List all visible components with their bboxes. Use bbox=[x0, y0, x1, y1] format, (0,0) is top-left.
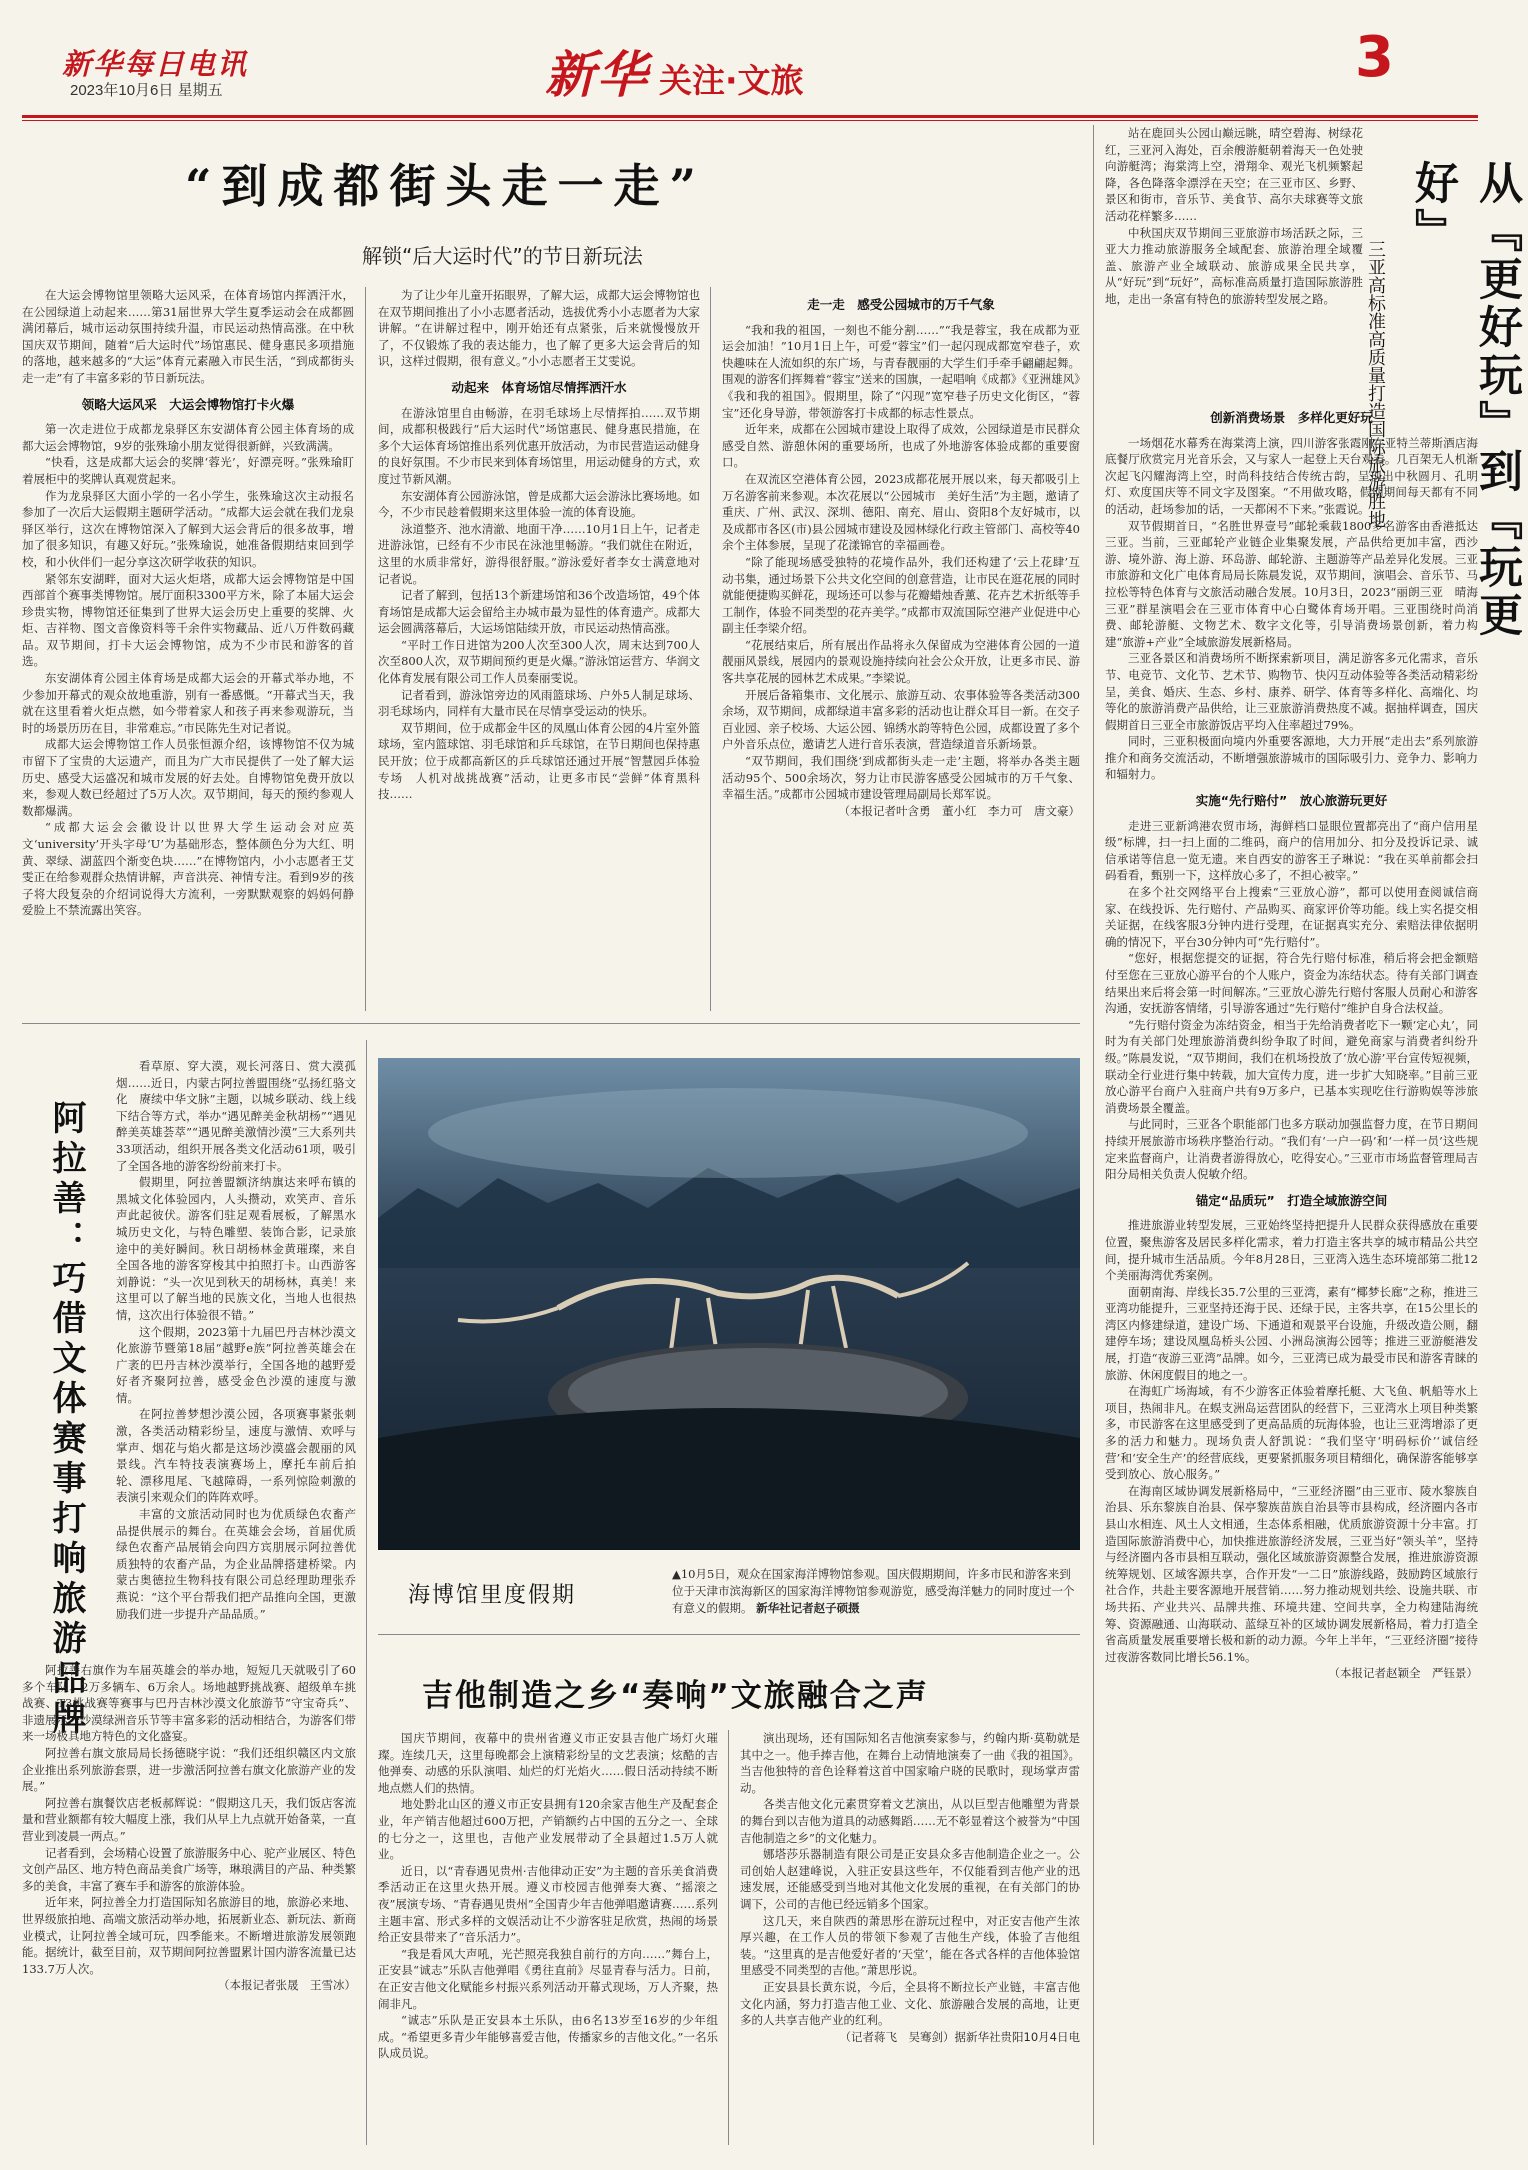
paragraph: 地处黔北山区的遵义市正安县拥有120余家吉他生产及配套企业，年产销吉他超过600万把，产销额约占中国的五分之一、全球的七分之一，这里也，吉他产业发展带动了全县超过1.5万人就业。 bbox=[378, 1797, 718, 1862]
paragraph: 娜塔莎乐器制造有限公司是正安县众多吉他制造企业之一。公司创始人赵建峰说，入驻正安县这些年，不仅能看到吉他产业的迅速发展，还能感受到当地对其他文化发展的重视，在有关部门的协调下，公司的吉他已经远销多个国家。 bbox=[740, 1847, 1080, 1911]
photo-title: 海博馆里度假期 bbox=[408, 1583, 577, 1608]
paragraph: 这几天，来自陕西的萧思彤在游玩过程中，对正安吉他产生浓厚兴趣，在工作人员的带领下参观了吉他生产线，体验了吉他组装。“这里真的是吉他爱好者的‘天堂’，能在各式各样的吉他体验馆里感受不同类型的吉他。”萧思彤说。 bbox=[740, 1913, 1080, 1978]
article1-section1-heading: 领略大运风采 大运会博物馆打卡火爆 bbox=[81, 396, 295, 412]
paragraph: 在游泳馆里自由畅游，在羽毛球场上尽情挥拍……双节期间，成都积极践行“后大运时代”场馆惠民、健身惠民措施，在多个大运体育场馆推出系列优惠开放活动，为市民营造运动健身的良好氛围。不少市民来到体育场馆里，用运动健身的方式，欢度过节新风潮。 bbox=[378, 405, 700, 486]
paragraph: 看草原、穿大漠，观长河落日、赏大漠孤烟……近日，内蒙古阿拉善盟围绕“弘扬红骆文化 赓续中华文脉”主题，以城乡联动、线上线下结合等方式，举办“遇见醉美金秋胡杨”“遇见醉美英雄荟萃”“遇见醉美激情沙漠”三大系列共33项活动，组织开展各类文化活动61项，吸引了全国各地的游客纷纷前来打卡。 bbox=[116, 1059, 356, 1173]
article4-byline: （记者蒋飞 吴骞剑）据新华社贵阳10月4日电 bbox=[839, 2029, 1080, 2044]
header-rule bbox=[22, 115, 1478, 118]
article4-col1 bbox=[378, 1730, 718, 2145]
article1-byline: （本报记者叶含勇 董小红 李力可 唐文豪） bbox=[838, 803, 1080, 818]
paragraph: 假期里，阿拉善盟额济纳旗达来呼布镇的黑城文化体验园内，人头攒动，欢笑声、音乐声此起彼伏。游客们驻足观看展板，了解黑水城历史文化，与特色雕塑、装饰合影，记录旅途中的美好瞬间。秋日胡杨林金黄璀璨，来自全国各地的游客穿梭其中拍照打卡。山西游客刘静说：“头一次见到秋天的胡杨林，真美！来这里可以了解当地的民族文化，当地人也很热情，这次出行体验很不错。” bbox=[116, 1175, 356, 1322]
paragraph: 在多个社交网络平台上搜索“三亚放心游”，都可以使用查阅诚信商家、在线投诉、先行赔付、产品购买、商家评价等功能。线上实名提交相关证据，在线客服3分钟内进行受理，在证据真实充分、索赔法律依据明确的情况下，平台30分钟内可“先行赔付”。 bbox=[1105, 885, 1478, 949]
paragraph: 东安湖体育公园主体育场是成都大运会的开幕式举办地，不少参加开幕式的观众故地重游，别有一番感慨。“开幕式当天，我就在这里看着火炬点燃，如今带着家人和孩子再来参观游玩，当时的场景历历在目，非常难忘。”市民陈先生对记者说。 bbox=[22, 671, 354, 735]
paragraph: “除了能现场感受独特的花境作品外，我们还构建了‘云上花肆’互动书集，通过场景下公共文化空间的创意营造，让市民在逛花展的同时就能便捷购买鲜花，现场还可以参与花瓣蜡烛香薰、花卉艺术折纸等手工制作，体验不同类型的花卉美学。”成都市双流国际空港产业促进中心副主任李梁介绍。 bbox=[722, 554, 1080, 636]
column-divider bbox=[710, 287, 711, 1011]
paragraph: 各类吉他文化元素贯穿着文艺演出，从以巨型吉他雕塑为背景的舞台到以吉他为道具的动感舞蹈……无不彰显着这个被誉为“中国吉他制造之乡”的文化魅力。 bbox=[740, 1797, 1080, 1845]
paragraph: 走进三亚新鸿港农贸市场，海鲜档口显眼位置都亮出了“商户信用星级”标牌，扫一扫上面的二维码，商户的信用加分、扣分及投诉记录、诚信承诺等信息一览无遗。来自西安的游客王子琳说：“我在买单前都会扫码看看，甄别一下，这样放心多了，不担心被宰。” bbox=[1105, 818, 1478, 883]
paragraph: 推进旅游业转型发展，三亚始终坚持把提升人民群众获得感放在重要位置，聚焦游客及居民多样化需求，着力打造主客共享的城市精品公共空间，提升城市生活品质。今年8月28日，三亚湾入选生态环境部第二批12个美丽海湾优秀案例。 bbox=[1105, 1218, 1478, 1283]
paragraph: “双节期间，我们围绕‘到成都街头走一走’主题，将举办各类主题活动95个、500余场次，努力让市民游客感受公园城市的万千气象、幸福生活。”成都市公园城市建设管理局副局长郑军说。 bbox=[722, 754, 1080, 802]
paragraph: “我和我的祖国，一刻也不能分割……”“我是蓉宝，我在成都为亚运会加油！”10月1日上午，可爱“蓉宝”们一起闪现成都宽窄巷子，欢快趣味在人流如织的东广场，与青春靓丽的大学生们手牵手翩翩起舞。围观的游客们挥舞着“蓉宝”送来的国旗，一起唱响《成都》《亚洲雄风》《我和我的祖国》。假期里，除了“闪现”宽窄巷子历史文化街区，“蓉宝”还化身导游，带领游客打卡成都的标志性景点。 bbox=[722, 322, 1080, 420]
article2-intro: 中秋国庆双节期间三亚旅游市场活跃之际，三亚大力推动旅游服务全域配套、旅游治理全域覆盖、旅游产业全域联动、旅游成果全民共享，从“好玩”到“玩好”，高标准高质量打造国际旅游胜地，走出一条富有特色的旅游转型发展之路。 bbox=[1105, 225, 1363, 306]
masthead-section: 关注·文旅 bbox=[659, 61, 804, 100]
paragraph: “诚志”乐队是正安县本土乐队，由6名13岁至16岁的少年组成。“希望更多青少年能够喜爱吉他，传播家乡的吉他文化。”一名乐队成员说。 bbox=[378, 2013, 718, 2061]
paragraph: 正安县县长黄东说，今后，全县将不断拉长产业链，丰富吉他文化内涵，努力打造吉他工业、文化、旅游融合发展的高地，让更多的人共享吉他产业的红利。 bbox=[740, 1979, 1080, 2028]
paragraph: 这个假期，2023第十九届巴丹吉林沙漠文化旅游节暨第18届“越野e族”阿拉善英雄会在广袤的巴丹吉林沙漠举行，全国各地的越野爱好者齐聚阿拉善，感受金色沙漠的速度与激情。 bbox=[116, 1324, 356, 1405]
paragraph: 开展后备箱集市、文化展示、旅游互动、农事体验等各类活动300余场，双节期间，成都绿道丰富多彩的活动也让群众耳目一新。在交子百业园、亲子校场、大运公园、锦绣水韵等特色公园，成都设置了多个户外音乐点位，邀请艺人进行音乐表演，营造绿道音乐新场景。 bbox=[722, 687, 1080, 752]
article3-col-bottom bbox=[22, 1662, 356, 2142]
paragraph: 演出现场，还有国际知名吉他演奏家参与，约翰内斯·莫勒就是其中之一。他手捧吉他，在舞台上动情地演奏了一曲《我的祖国》。当吉他独特的音色诠释着这首中国家喻户晓的民歌时，现场掌声雷动。 bbox=[740, 1731, 1080, 1795]
paragraph: 作为龙泉驿区大面小学的一名小学生，张殊瑜这次主动报名参加了一次后大运假期主题研学活动。“成都大运会就在我们龙泉驿区举行，这次在博物馆深入了解到大运会背后的很多故事，增加了很多知识，有趣又好玩。”张殊瑜说，她准备假期结束回到学校，和小伙伴们一起分享这次研学收获的知识。 bbox=[22, 488, 354, 569]
masthead-brand: 新华每日电讯 bbox=[62, 47, 249, 81]
paragraph: 第一次走进位于成都龙泉驿区东安湖体育公园主体育场的成都大运会博物馆，9岁的张殊瑜小朋友觉得很新鲜，兴致满满。 bbox=[22, 422, 354, 453]
article1-intro: 在大运会博物馆里领略大运风采，在体育场馆内挥洒汗水，在公园绿道上动起来……第31届世界大学生夏季运动会在成都圆满闭幕后，城市运动氛围持续升温，市民运动热情高涨。在中秋国庆双节期间，随着“后大运时代”场馆惠民、健身惠民多项措施的落地，越来越多的“大运”体育元素融入市民生活，“到成都街头走一走”有了丰富多彩的节日新玩法。 bbox=[22, 288, 354, 385]
article3-title: 阿拉善：巧借文体赛事打响旅游品牌 bbox=[46, 1100, 86, 1740]
paragraph: 为了让少年儿童开拓眼界，了解大运，成都大运会博物馆也在双节期间推出了小小志愿者活动，选拔优秀小小志愿者为大家讲解。“在讲解过程中，刚开始还有点紧张，后来就慢慢放开了，不仅锻炼了我的表达能力，也了解了更多大运会背后的知识，这样过假期，很有意义。”小小志愿者王艾雯说。 bbox=[378, 288, 700, 369]
paragraph: 在阿拉善梦想沙漠公园，各项赛事紧张刺激，各类活动精彩纷呈，速度与激情、欢呼与掌声、烟花与焰火都是这场沙漠盛会靓丽的风景线。汽车特技表演赛场上，摩托车前后拍轮、漂移甩尾、飞越障碍，一系列惊险刺激的表演引来观众们的阵阵欢呼。 bbox=[116, 1407, 356, 1505]
article2-col-main bbox=[1105, 400, 1478, 2145]
paragraph: 紧邻东安湖畔，面对大运火炬塔，成都大运会博物馆是中国西部首个赛事类博物馆。展厅面积3300平方米，除了本届大运会珍贵实物，博物馆还征集到了世界大运会历史上重要的奖牌、火炬、吉祥物、图文音像资料等千余件实物藏品、近八万件数码藏品。双节期间，打卡大运会博物馆，成为不少市民和游客的首选。 bbox=[22, 571, 354, 669]
paragraph: 同时，三亚积极面向境内外重要客源地，大力开展“走出去”系列旅游推介和商务交流活动，不断增强旅游城市的国际吸引力、竞争力、影响力和辐射力。 bbox=[1105, 734, 1478, 782]
paragraph: 成都大运会博物馆工作人员张恒源介绍，该博物馆不仅为城市留下了宝贵的大运遗产，而且为广大市民提供了一处了解大运历史、感受大运盛况和城市发展的好去处。自博物馆免费开放以来，参观人数已经超过了5万人次。双节期间，每天的预约参观人数都爆满。 bbox=[22, 737, 354, 818]
paragraph: 记者了解到，包括13个新建场馆和36个改造场馆，49个体育场馆是成都大运会留给主办城市最为显性的体育遗产。成都大运会圆满落幕后，大运场馆陆续开放，市民运动热情高涨。 bbox=[378, 588, 700, 636]
paragraph: 阿拉善右旗作为车届英雄会的举办地，短短几天就吸引了60多个车队、2万多辆车、6万余人。场地越野挑战赛、超级单车挑战赛、T3挑战赛等赛事与巴丹吉林沙漠文化旅游节“守宝奇兵”、非遗展示、沙漠绿洲音乐节等丰富多彩的活动相结合，为游客们带来一场极具地方特色的文化盛宴。 bbox=[22, 1663, 356, 1744]
paragraph: “先行赔付资金为冻结资金，相当于先给消费者吃下一颗‘定心丸’，同时为有关部门处理旅游消费纠纷争取了时间，避免商家与消费者纠纷升级。”陈晨发说，“双节期间，我们在机场投放了‘放心游’平台宣传短视频，联动全行业进行集中转载，加大宣传力度，进一步扩大知晓率。”目前三亚放心游平台商户入驻商户共有9万多户，已基本实现吃住行游购娱等涉旅消费场景全覆盖。 bbox=[1105, 1017, 1478, 1115]
paragraph: 国庆节期间，夜幕中的贵州省遵义市正安县吉他广场灯火璀璨。连续几天，这里每晚都会上演精彩纷呈的文艺表演；炫酷的吉他弹奏、动感的乐队演唱、灿烂的灯光焰火……假日活动持续不断地点燃人们的热情。 bbox=[378, 1731, 718, 1795]
paragraph: 面朝南海、岸线长35.7公里的三亚湾，素有“椰梦长廊”之称，推进三亚湾功能提升，三亚坚持还海于民、还绿于民，主客共享，在15公里长的湾区内修建绿道，建设广场、下通道和观景平台设施，升级改造公厕，翻建停车场；建设凤凰岛桥头公园、小洲岛演海公园等；推进三亚游艇港发展，打造“夜游三亚湾”品牌。如今，三亚湾已成为最受市民和游客青睐的旅游、休闲度假目的地之一。 bbox=[1105, 1284, 1478, 1382]
paragraph: 丰富的文旅活动同时也为优质绿色农畜产品提供展示的舞台。在英雄会会场，首届优质绿色农畜产品展销会向四方宾朋展示阿拉善优质独特的农畜产品，为企业品牌搭建桥梁。内蒙古奥德拉生物科技有限公司总经理助理张乔燕说：“这个平台帮我们把产品推向全国，更激励我们进一步提升产品品质。” bbox=[116, 1507, 356, 1621]
article1-col3 bbox=[722, 287, 1080, 1011]
article1-col1 bbox=[22, 287, 354, 1011]
article1-col2 bbox=[378, 287, 700, 1011]
photo-caption-block bbox=[672, 1566, 1080, 1617]
paragraph: “花展结束后，所有展出作品将永久保留成为空港体育公园的一道靓丽风景线，展园内的景观设施持续向社会公众开放，让更多市民、游客共享花展的园林艺术成果。”李梁说。 bbox=[722, 637, 1080, 686]
paragraph: “平时工作日进馆为200人次至300人次，周末达到700人次至800人次，双节期间预约更是火爆。”游泳馆运营方、华润文化体育发展有限公司工作人员秦丽雯说。 bbox=[378, 637, 700, 686]
article1-subtitle: 解锁“后大运时代”的节日新玩法 bbox=[362, 244, 643, 268]
article1-section2-heading: 动起来 体育场馆尽情挥洒汗水 bbox=[451, 379, 627, 395]
museum-photo bbox=[378, 1058, 1080, 1550]
article2-subtitle: 三亚高标准高质量打造国际旅游胜地 bbox=[1365, 240, 1386, 528]
paragraph: 记者看到，游泳馆旁边的风雨篮球场、户外5人制足球场、羽毛球场内，同样有大量市民在尽情享受运动的快乐。 bbox=[378, 687, 700, 719]
paragraph: 阿拉善右旗文旅局局长扬德晓宇说：“我们还组织赣区内文旅企业推出系列旅游套票，进一步激活阿拉善右旗文化旅游产业的发展。” bbox=[22, 1745, 356, 1794]
masthead-logo: 新华 bbox=[545, 45, 649, 104]
article2-top-col bbox=[1105, 125, 1363, 433]
article4-col2 bbox=[740, 1730, 1080, 2145]
dinosaur-skeleton-illustration bbox=[378, 1058, 1080, 1550]
column-divider bbox=[728, 1730, 729, 2145]
paragraph: “成都大运会会徽设计以世界大学生运动会对应英文‘university’开头字母‘U’为基础形态，整体颜色分为大红、明黄、翠绿、湖蓝四个渐变色块……”在博物馆内，小小志愿者王艾雯正在给参观群众热情讲解，声音洪亮、神情专注。看到9岁的孩子将大段复杂的介绍词说得大方流利，一旁默默观察的妈妈何静爱脸上不禁流露出笑容。 bbox=[22, 820, 354, 918]
article4-title: 吉他制造之乡“奏响”文旅融合之声 bbox=[422, 1678, 929, 1714]
article2-section3-heading: 锚定“品质玩” 打造全域旅游空间 bbox=[1195, 1192, 1388, 1208]
paragraph: 泳道整齐、池水清澈、地面干净……10月1日上午，记者走进游泳馆，已经有不少市民在泳池里畅游。“我们就住在附近，这里的水质非常好，游得很舒服。”游泳爱好者李女士满意地对记者说。 bbox=[378, 521, 700, 586]
column-divider bbox=[366, 1040, 367, 2145]
column-divider bbox=[365, 287, 366, 1011]
article3-byline: （本报记者张晟 王雪冰） bbox=[218, 1978, 356, 1993]
paragraph: 在海虹广场海域，有不少游客正体验着摩托艇、大飞鱼、帆船等水上项目，热闹非凡。在蜈支洲岛运营团队的经营下，三亚湾水上项目种类繁多，市民游客在这里感受到了更高品质的玩海体验，也让三亚湾增添了更多的活力和魅力。现场负责人舒凯说：“我们坚守‘明码标价’‘诚信经营’和‘安全生产’的经营底线，更要紧抓服务项目精细化，确保游客能够享受到放心、放心服务。” bbox=[1105, 1384, 1478, 1482]
section-divider bbox=[378, 1634, 1080, 1635]
paragraph: 与此同时，三亚各个职能部门也多方联动加强监督力度，在节日期间持续开展旅游市场秩序整治行动。“我们有‘一户一码’和‘一样一员’这些规定来监督商户，让消费者游得放心，吃得安心。”三亚市市场监督管理局吉阳分局相关负责人倪敏介绍。 bbox=[1105, 1117, 1478, 1182]
masthead-center bbox=[545, 35, 804, 107]
header-rule-thin bbox=[22, 120, 1478, 121]
paragraph: 站在鹿回头公园山巅远眺，晴空碧海、树绿花红，三亚河入海处，百余艘游艇朝着海天一色处驶向游艇湾；海棠湾上空，滑翔伞、观光飞机频繁起降，各色降落伞漂浮在天空；在三亚市区、乡野、景区和街市，音乐节、美食节、高尔夫球赛等文旅活动花样繁多…… bbox=[1105, 126, 1363, 223]
photo-credit: 新华社记者赵子硕摄 bbox=[756, 1601, 860, 1615]
article2-section1-heading: 创新消费场景 多样化更好玩 bbox=[1210, 410, 1373, 425]
article3-col-top bbox=[116, 1058, 356, 1658]
paragraph: 在双流区空港体育公园，2023成都花展开展以来，每天都吸引上万名游客前来参观。本次花展以“公园城市 美好生活”为主题，邀请了重庆、广州、武汉、深圳、德阳、南充、眉山、资阳8个友好城市，以及成都市各区(市)县公园城市建设及园林绿化行政主管部门、高校等40余个主体参展，呈现了花漾锦官的幸福画卷。 bbox=[722, 471, 1080, 553]
article1-title: “到成都街头走一走” bbox=[185, 159, 706, 213]
article2-byline: （本报记者赵颖全 严钰景） bbox=[1328, 1666, 1478, 1681]
article1-section3-heading: 走一走 感受公园城市的万千气象 bbox=[807, 297, 995, 312]
paragraph: 近日，以“青春遇见贵州·吉他律动正安”为主题的音乐美食消费季活动正在这里火热开展。遵义市校园吉他弹奏大赛、“摇滚之夜”展演专场、“青春遇见贵州”全国青少年吉他弹唱邀请赛……系列主题丰富、形式多样的文娱活动让不少游客驻足欣赏，热闹的场景给正安县带来了“音乐活力”。 bbox=[378, 1863, 718, 1945]
section-divider bbox=[22, 1023, 1080, 1024]
paragraph: 东安湖体育公园游泳馆，曾是成都大运会游泳比赛场地。如今，不少市民趁着假期来这里体验一流的体育设施。 bbox=[378, 488, 700, 520]
paragraph: 近年来，成都在公园城市建设上取得了成效，公园绿道是市民群众感受自然、游憩休闲的重要场所，也成了外地游客体验成都的重要窗口。 bbox=[722, 422, 1080, 470]
masthead-date: 2023年10月6日 星期五 bbox=[70, 82, 223, 99]
paragraph: 三亚各景区和消费场所不断探索新项目，满足游客多元化需求，音乐节、电竞节、文化节、艺术节、购物节、快闪互动体验等各类活动精彩纷呈，美食、婚庆、生态、乡村、康养、研学、体育等多样化、高端化、均等化的旅游消费产品供给，让三亚旅游消费热度不减。据抽样调查，国庆假期首日三亚全市旅游饭店平均入住率超过79%。 bbox=[1105, 651, 1478, 732]
paragraph: 一场烟花水幕秀在海棠湾上演，四川游客张霞刚在亚特兰蒂斯酒店海底餐厅欣赏完月光音乐会，又与家人一起登上天台观看。几百架无人机渐次起飞闪耀海湾上空，时尚科技结合传统古韵，呈现出中秋圆月、孔明灯、欢度国庆等不同文字及图案。“不用做攻略，假期期间每天都有不同的活动，赶场参加的话，一天都闲不下来。”张霞说。 bbox=[1105, 435, 1478, 516]
paragraph: 阿拉善右旗餐饮店老板郝辉说：“假期这几天，我们饭店客流量和营业额都有较大幅度上涨，我们从早上九点就开始备菜，一直营业到凌晨一两点。” bbox=[22, 1795, 356, 1843]
article2-section2-heading: 实施“先行赔付” 放心旅游玩更好 bbox=[1195, 793, 1388, 809]
column-divider bbox=[1093, 125, 1094, 2145]
paragraph: “快看，这是成都大运会的奖牌‘蓉光’，好漂亮呀。”张殊瑜盯着展柜中的奖牌认真观赏起来。 bbox=[22, 455, 354, 486]
paragraph: 记者看到，会场精心设置了旅游服务中心、驼产业展区、特色文创产品区、地方特色商品美食广场等，琳琅满目的产品、种类繁多的美食，丰富了赛车手和游客的旅游体验。 bbox=[22, 1845, 356, 1893]
paragraph: 近年来，阿拉善全力打造国际知名旅游目的地，旅游必来地、世界级旅拍地、高端文旅活动举办地，拓展新业态、新玩法、新商业模式，让阿拉善全域可玩，四季能来。不断增进旅游发展领跑能。据统计，截至目前，双节期间阿拉善盟累计国内游客流量已达133.7万人次。 bbox=[22, 1895, 356, 1976]
paragraph: 双节期间，位于成都金牛区的凤凰山体育公园的4片室外篮球场，室内篮球馆、羽毛球馆和乒乓球馆，在节日期间也保持惠民开放；位于成都高新区的乒乓球馆还通过开展“智慧园乒体验专场 人机对战挑战赛”活动，让更多市民“尝鲜”体育黑科技…… bbox=[378, 720, 700, 802]
paragraph: 双节假期首日，“名胜世界壹号”邮轮乘载1800多名游客由香港抵达三亚。当前，三亚邮轮产业链企业集聚发展，产品供给更加丰富，西沙游、境外游、海上游、环岛游、邮轮游、主题游等产品差异化发展。三亚市旅游和文化广电体育局局长陈晨发说，双节期间，演唱会、音乐节、马拉松等特色体育与文旅活动融合发展。10月3日，2023“丽朗三亚 晴海三亚”群星演唱会在三亚市体育中心白鹭体育场开唱。三亚围绕时尚消费、邮轮游艇、文物艺术、数字文化等，引导消费场景创新，着力构建“旅游+产业”全域旅游发展新格局。 bbox=[1105, 518, 1478, 649]
page-number: 3 bbox=[1355, 25, 1394, 90]
paragraph: “我是看风大声吼，光芒照亮我独自前行的方向……”舞台上，正安县“诚志”乐队吉他弹唱《勇往直前》尽显青春与活力。日前，在正安吉他文化赋能乡村振兴系列活动开幕式现场，万人齐聚，热闹非凡。 bbox=[378, 1946, 718, 2011]
article2-title: 从『更好玩』到『玩更好』 bbox=[1407, 160, 1522, 640]
paragraph: 在海南区域协调发展新格局中，“三亚经济圈”由三亚市、陵水黎族自治县、乐东黎族自治县、保亭黎族苗族自治县等市县构成，经济圈内各市县山水相连、风土人文相通，生态体系相融，优质旅游资源十分丰富。打造国际旅游消费中心，加快推进旅游经济发展，三亚当好“领头羊”，坚持与经济圈内各市县相互联动，强化区域旅游资源整合发展，推进旅游资源统筹规划、区域客源共享，合作开发“一二日”旅游线路，鼓励跨区域旅行社合作，共赴主要客源地开展营销……努力推动规划共绘、设施共联、市场共拓、产业共兴、品牌共推、环境共建、空间共享，全力构建陆海统筹、资源融通、山海联动、蓝绿互补的区域协调发展新格局，着力打造全省高质量发展重要增长极和新的动力源。今年上半年，“三亚经济圈”接待过夜游客数同比增长56.1%。 bbox=[1105, 1483, 1478, 1664]
photo-caption: ▲10月5日，观众在国家海洋博物馆参观。国庆假期期间，许多市民和游客来到位于天津市滨海新区的国家海洋博物馆参观游览，感受海洋魅力的同时度过一个有意义的假期。 bbox=[672, 1567, 1075, 1615]
paragraph: “您好，根据您提交的证据，符合先行赔付标准，稍后将会把金额赔付至您在三亚放心游平台的个人账户，资金为冻结状态。待有关部门调查结果出来后将会第一时间解冻。”三亚放心游先行赔付客服人员耐心和游客沟通，安抚游客情绪，引导游客通过“先行赔付”维护自身合法权益。 bbox=[1105, 951, 1478, 1016]
